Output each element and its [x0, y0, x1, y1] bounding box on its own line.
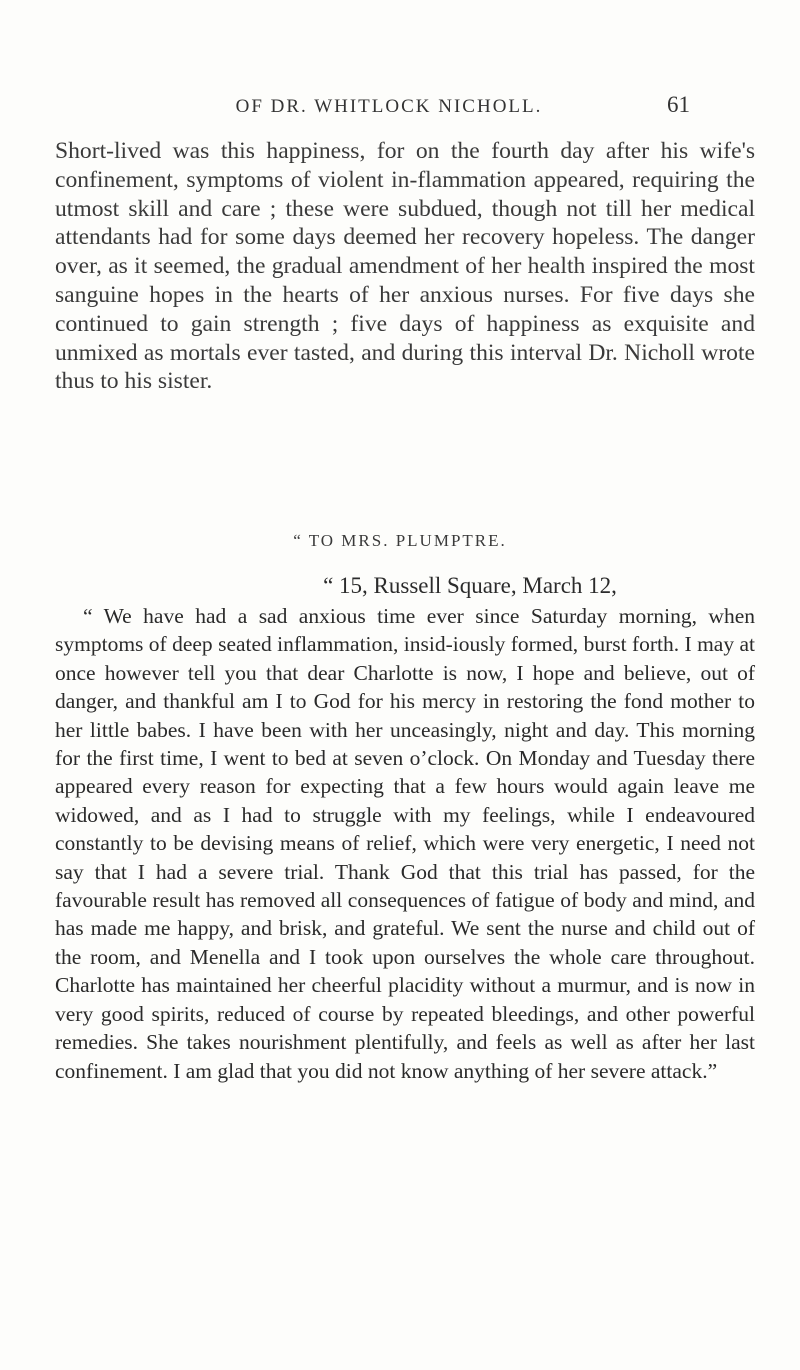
- letter-body: “ We have had a sad anxious time ever since Saturday morning, when symptoms of deep seated inflammation, insid-iously formed, burst forth. I may at once however tell you that dear Charlotte is now, I hope and believe, out of danger, and thankful am I to God for his mercy in restoring the fond mother to her little babes. I have been with her unceasingly, night and day. This morning for the first time, I went to bed at seven o’clock. On Monday and Tuesday there appeared every reason for expecting that a few hours would again leave me widowed, and as I had to struggle with my feelings, while I endeavoured constantly to be devising means of relief, which were very energetic, I need not say that I had a severe trial. Thank God that this trial has passed, for the favourable result has removed all consequences of fatigue of body and mind, and has made me happy, and brisk, and grateful. We sent the nurse and child out of the room, and Menella and I took upon ourselves the whole care throughout. Charlotte has maintained her cheerful placidity without a murmur, and is now in very good spirits, reduced of course by repeated bleedings, and other powerful remedies. She takes nourishment plentifully, and feels as well as after her last confinement. I am glad that you did not know anything of her severe attack.”: [55, 604, 755, 1083]
- running-title: OF DR. WHITLOCK NICHOLL.: [235, 96, 543, 117]
- letter-dateline: “ 15, Russell Square, March 12,: [323, 573, 617, 598]
- running-head: [88, 92, 690, 126]
- narrative-paragraph: Short-lived was this happiness, for on the fourth day after his wife's confinement, symptoms of violent in-flammation appeared, requiring the utmost skill and care ; these were subdued, though not till her medical attendants had for some days deemed her recovery hopeless. The danger over, as it seemed, the gradual amendment of her health inspired the most sanguine hopes in the hearts of her anxious nurses. For five days she continued to gain strength ; five days of happiness as exquisite and unmixed as mortals ever tasted, and during this interval Dr. Nicholl wrote thus to his sister.: [55, 138, 755, 395]
- page-number: 61: [667, 92, 690, 117]
- letter-salutation: “ TO MRS. PLUMPTRE.: [293, 531, 507, 550]
